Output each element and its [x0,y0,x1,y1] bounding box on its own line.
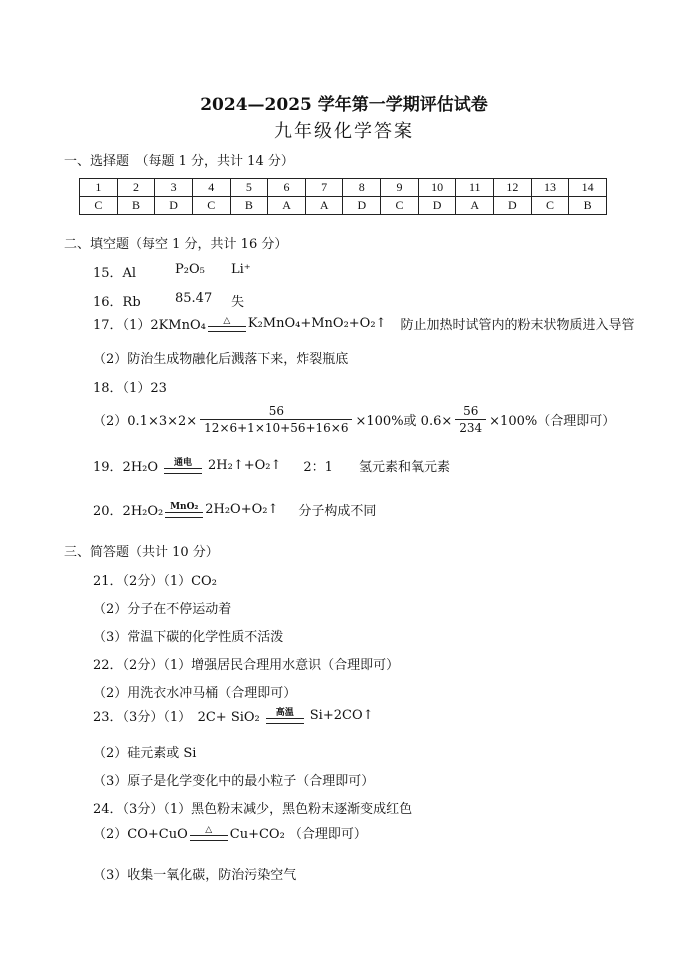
q17-line-1 [93,314,634,333]
section2-heading: 二、填空题（每空 1 分，共计 16 分） [64,237,288,252]
answer-cell: D [418,197,456,215]
q19-reactant: 19．2H₂O [93,460,159,475]
question-number-cell: 13 [531,179,569,197]
question-number-cell: 4 [192,179,230,197]
answer-cell: A [305,197,343,215]
q18-lead: （2）0.1×3×2× [93,414,198,429]
catalyst-label: MnO₂ [170,501,199,512]
q24-products: Cu+CO₂ （合理即可） [229,827,367,842]
q21-part3: （3）常温下碳的化学性质不活泼 [93,630,284,645]
q19-line [93,456,450,475]
fraction-1 [200,403,352,436]
q16-answer-1: 16．Rb [93,295,141,310]
q17-note: 防止加热时试管内的粉末状物质进入导管 [400,318,635,333]
equals-sign [266,718,304,724]
q22-part1: 22．（2分）（1）增强居民合理用水意识（合理即可） [93,658,400,673]
answer-cell: B [117,197,155,215]
fraction-2-numerator: 56 [463,404,479,418]
high-temp-label: 高温 [275,707,294,718]
answer-cell: B [569,197,607,215]
q17-reactant: 17．（1）2KMnO₄ [93,318,206,333]
reaction-condition [164,458,202,474]
fraction-1-denominator: 12×6+1×10+56+16×6 [200,419,352,436]
answer-cell: D [155,197,193,215]
choice-answer-table [79,178,607,215]
exam-title: 2024—2025 学年第一学期评估试卷 [200,95,488,115]
answer-cell: B [230,197,268,215]
equals-sign [190,835,228,841]
equals-sign [208,326,246,332]
answer-cell: C [80,197,118,215]
heat-symbol: △ [205,824,213,835]
q15-answer-1: 15．Al [93,266,137,281]
question-number-cell: 1 [80,179,118,197]
reaction-condition [165,502,203,518]
reaction-condition [266,708,304,724]
q17-products: K₂MnO₄+MnO₂+O₂↑ [247,316,387,331]
q23-products: Si+2CO↑ [309,708,374,723]
q21-part2: （2）分子在不停运动着 [93,602,232,617]
q17-part2: （2）防治生成物融化后溅落下来，炸裂瓶底 [93,352,349,367]
fraction-1-numerator: 56 [268,404,284,418]
reaction-condition [208,316,246,332]
q20-note: 分子构成不同 [298,504,377,519]
answer-cell: A [456,197,494,215]
question-number-row [80,179,607,197]
answer-cell: D [343,197,381,215]
equals-sign [164,468,202,474]
electrolysis-label: 通电 [174,457,193,468]
q16-answer-2: 85.47 [175,291,213,306]
q23-part2: （2）硅元素或 Si [93,746,197,761]
section1-heading: 一、选择题 （每题 1 分，共计 14 分） [64,154,294,169]
answer-cell: C [381,197,419,215]
q19-ratio: 2：1 [303,460,333,475]
q21-part1: 21．（2分）（1）CO₂ [93,574,217,589]
q18-part2 [93,403,615,436]
question-number-cell: 12 [494,179,532,197]
q18-tail: ×100%（合理即可） [489,414,616,429]
question-number-cell: 9 [381,179,419,197]
q23-part1 [93,706,374,725]
q19-note: 氢元素和氧元素 [358,460,450,475]
fraction-2-denominator: 234 [455,419,486,436]
question-number-cell: 14 [569,179,607,197]
q20-reactant: 20．2H₂O₂ [93,504,164,519]
answer-cell: C [531,197,569,215]
q24-part2 [93,823,367,842]
equals-sign [165,512,203,518]
answer-cell: A [268,197,306,215]
answer-row [80,197,607,215]
q24-reactants: （2）CO+CuO [93,827,188,842]
answer-subtitle: 九年级化学答案 [274,121,414,142]
q24-part1: 24．（3分）（1）黑色粉末减少，黑色粉末逐渐变成红色 [93,802,413,817]
q24-part3: （3）收集一氧化碳，防治污染空气 [93,868,297,883]
answer-cell: D [494,197,532,215]
heat-symbol: △ [223,315,231,326]
section3-heading: 三、简答题（共计 10 分） [64,545,219,560]
question-number-cell: 8 [343,179,381,197]
question-number-cell: 5 [230,179,268,197]
q16-answer-3: 失 [231,295,245,310]
question-number-cell: 2 [117,179,155,197]
question-number-cell: 6 [268,179,306,197]
q20-line [93,500,376,519]
q19-products: 2H₂↑+O₂↑ [208,458,282,473]
q20-products: 2H₂O+O₂↑ [205,502,279,517]
question-number-cell: 7 [305,179,343,197]
reaction-condition [190,825,228,841]
q18-part1: 18．（1）23 [93,381,167,396]
fraction-2 [455,403,486,436]
question-number-cell: 11 [456,179,494,197]
q23-reactants: 23．（3分）（1） 2C+ SiO₂ [93,710,260,725]
q23-part3: （3）原子是化学变化中的最小粒子（合理即可） [93,774,375,789]
q15-answer-3: Li⁺ [231,262,251,277]
question-number-cell: 10 [418,179,456,197]
question-number-cell: 3 [155,179,193,197]
q18-mid: ×100%或 0.6× [355,414,453,429]
answer-cell: C [192,197,230,215]
q15-answer-2: P₂O₅ [175,262,205,277]
q22-part2: （2）用洗衣水冲马桶（合理即可） [93,686,297,701]
